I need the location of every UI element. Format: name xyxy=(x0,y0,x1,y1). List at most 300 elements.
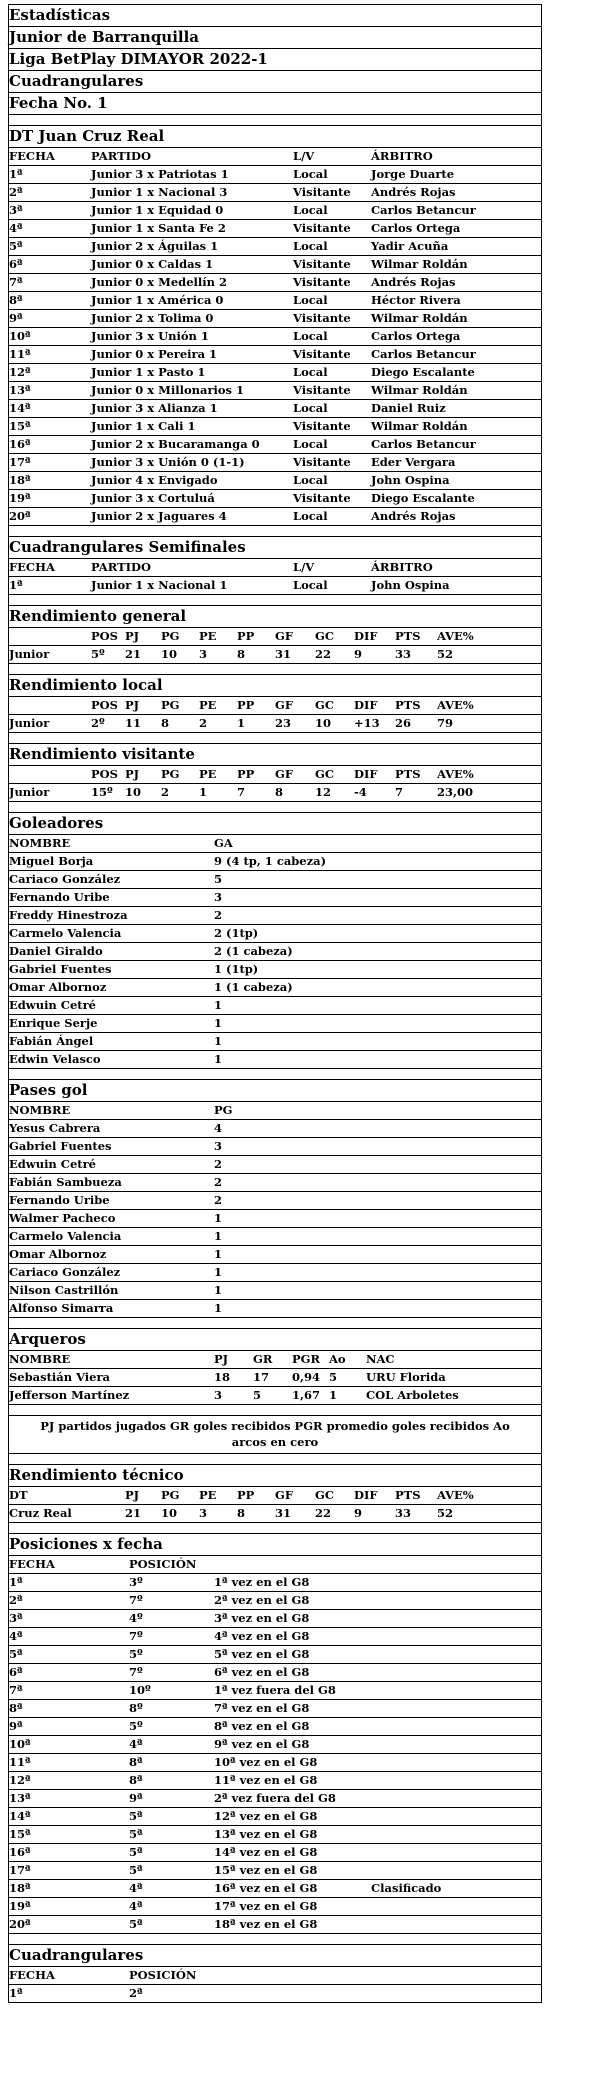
keepers-title xyxy=(9,1328,541,1350)
keeper-column-header: NAC xyxy=(366,1352,395,1366)
semis-match-column-header: FECHA xyxy=(9,560,55,574)
scorer-cell: 2 (1tp) xyxy=(214,926,259,940)
assist-cell: 1 xyxy=(214,1283,223,1297)
spacer-row xyxy=(9,1933,541,1944)
quad-title-text: Cuadrangulares xyxy=(9,1946,144,1964)
assist-row xyxy=(9,1209,541,1227)
match-cell: Carlos Betancur xyxy=(371,203,476,217)
perf-visit-header-row xyxy=(9,765,541,783)
match-cell: 12ª xyxy=(9,365,31,379)
match-cell: John Ospina xyxy=(371,473,450,487)
position-cell: 9ª xyxy=(129,1791,143,1805)
position-cell: 12ª vez en el G8 xyxy=(214,1809,318,1823)
position-row xyxy=(9,1807,541,1825)
position-cell: 10ª xyxy=(9,1737,31,1751)
spacer-row xyxy=(9,801,541,812)
scorer-cell: 9 (4 tp, 1 cabeza) xyxy=(214,854,327,868)
assist-row xyxy=(9,1173,541,1191)
match-cell: Andrés Rojas xyxy=(371,509,456,523)
position-cell: 5º xyxy=(129,1647,143,1661)
position-column-header: FECHA xyxy=(9,1557,55,1571)
semis-match-cell: 1ª xyxy=(9,578,23,592)
match-cell: Junior 0 x Millonarios 1 xyxy=(91,383,245,397)
assist-row xyxy=(9,1155,541,1173)
match-cell: 14ª xyxy=(9,401,31,415)
position-cell: 6ª vez en el G8 xyxy=(214,1665,310,1679)
match-row xyxy=(9,489,541,507)
coach-cell: 21 xyxy=(125,1506,142,1520)
spacer-row xyxy=(9,1453,541,1464)
position-row xyxy=(9,1897,541,1915)
position-cell: 11ª vez en el G8 xyxy=(214,1773,318,1787)
perf-general-cell: Junior xyxy=(9,647,50,661)
scorer-cell: Carmelo Valencia xyxy=(9,926,122,940)
coach-column-header: GF xyxy=(275,1488,293,1502)
position-cell: 14ª vez en el G8 xyxy=(214,1845,318,1859)
match-header-row xyxy=(9,147,541,165)
keepers-legend: PJ partidos jugados GR goles recibidos PGR promedio goles recibidos Ao arcos en cero xyxy=(9,1415,541,1453)
match-cell: 4ª xyxy=(9,221,23,235)
header-line-text: Cuadrangulares xyxy=(9,72,144,90)
perf-visit-column-header: AVE% xyxy=(437,767,474,781)
scorer-cell: 3 xyxy=(214,890,223,904)
semis-title-text: Cuadrangulares Semifinales xyxy=(9,538,246,556)
match-row xyxy=(9,291,541,309)
scorer-cell: Cariaco González xyxy=(9,872,121,886)
assist-cell: Walmer Pacheco xyxy=(9,1211,116,1225)
perf-visit-cell: 7 xyxy=(395,785,404,799)
position-column-header: POSICIÓN xyxy=(129,1557,197,1571)
match-cell: Wilmar Roldán xyxy=(371,311,468,325)
perf-general-column-header: POS xyxy=(91,629,118,643)
scorer-row xyxy=(9,870,541,888)
scorer-column-header: GA xyxy=(214,836,233,850)
scorer-column-header: NOMBRE xyxy=(9,836,71,850)
perf-general-column-header: GF xyxy=(275,629,293,643)
keeper-cell: Jefferson Martínez xyxy=(9,1388,130,1402)
perf-local-column-header: PG xyxy=(161,698,180,712)
scorer-cell: Fabián Ángel xyxy=(9,1034,94,1048)
position-cell: 3º xyxy=(129,1575,143,1589)
position-row xyxy=(9,1843,541,1861)
match-cell: Junior 2 x Bucaramanga 0 xyxy=(91,437,260,451)
match-cell: Junior 3 x Patriotas 1 xyxy=(91,167,229,181)
keeper-column-header: GR xyxy=(253,1352,273,1366)
coach-column-header: PE xyxy=(199,1488,217,1502)
match-cell: 17ª xyxy=(9,455,31,469)
position-cell: 1ª vez en el G8 xyxy=(214,1575,310,1589)
perf-general-row xyxy=(9,645,541,663)
coach-column-header: GC xyxy=(315,1488,334,1502)
spacer-row xyxy=(9,663,541,674)
perf-local-cell: 23 xyxy=(275,716,292,730)
perf-visit-column-header: POS xyxy=(91,767,118,781)
match-row xyxy=(9,381,541,399)
keeper-cell: 17 xyxy=(253,1370,270,1384)
position-cell: 7ª vez en el G8 xyxy=(214,1701,310,1715)
keeper-row xyxy=(9,1386,541,1404)
coach-cell: 31 xyxy=(275,1506,292,1520)
keeper-cell: 5 xyxy=(329,1370,338,1384)
match-cell: 16ª xyxy=(9,437,31,451)
coach-column-header: PJ xyxy=(125,1488,140,1502)
match-cell: Visitante xyxy=(293,311,351,325)
assist-column-header: PG xyxy=(214,1103,233,1117)
position-row xyxy=(9,1789,541,1807)
match-cell: Carlos Ortega xyxy=(371,329,461,343)
match-row xyxy=(9,417,541,435)
position-row xyxy=(9,1915,541,1933)
quad-cell: 1ª xyxy=(9,1986,23,2000)
position-cell: 16ª vez en el G8 xyxy=(214,1881,318,1895)
scorer-row xyxy=(9,852,541,870)
perf-visit-row xyxy=(9,783,541,801)
match-cell: Junior 0 x Pereira 1 xyxy=(91,347,218,361)
keeper-cell: 1,67 xyxy=(292,1388,321,1402)
keeper-cell: Sebastián Viera xyxy=(9,1370,111,1384)
scorer-row xyxy=(9,996,541,1014)
position-cell: 1ª xyxy=(9,1575,23,1589)
perf-local-cell: +13 xyxy=(354,716,380,730)
position-cell: 4ª xyxy=(129,1899,143,1913)
coach-cell: 33 xyxy=(395,1506,412,1520)
keeper-header-row xyxy=(9,1350,541,1368)
quad-cell: 2ª xyxy=(129,1986,143,2000)
position-row xyxy=(9,1825,541,1843)
match-cell: Junior 2 x Tolima 0 xyxy=(91,311,214,325)
header-line xyxy=(9,92,541,114)
match-row xyxy=(9,363,541,381)
perf-general-cell: 10 xyxy=(161,647,178,661)
quad-title xyxy=(9,1944,541,1966)
spacer-row xyxy=(9,1522,541,1533)
coach-column-header: PP xyxy=(237,1488,255,1502)
position-cell: 8º xyxy=(129,1701,143,1715)
match-cell: Andrés Rojas xyxy=(371,275,456,289)
perf-visit-title-text: Rendimiento visitante xyxy=(9,745,195,763)
position-cell: 4ª vez en el G8 xyxy=(214,1629,310,1643)
dt-title-text: DT Juan Cruz Real xyxy=(9,127,165,145)
assist-row xyxy=(9,1263,541,1281)
quad-row xyxy=(9,1984,541,2002)
assist-cell: Alfonso Simarra xyxy=(9,1301,114,1315)
scorer-cell: 2 (1 cabeza) xyxy=(214,944,293,958)
position-cell: 15ª vez en el G8 xyxy=(214,1863,318,1877)
perf-general-title xyxy=(9,605,541,627)
match-cell: Visitante xyxy=(293,383,351,397)
match-row xyxy=(9,327,541,345)
scorer-cell: 1 xyxy=(214,1016,223,1030)
perf-general-cell: 33 xyxy=(395,647,412,661)
scorer-cell: 1 (1 cabeza) xyxy=(214,980,293,994)
position-header-row xyxy=(9,1555,541,1573)
perf-visit-column-header: GF xyxy=(275,767,293,781)
scorer-row xyxy=(9,960,541,978)
assist-row xyxy=(9,1137,541,1155)
spacer-row xyxy=(9,594,541,605)
position-cell: 3ª xyxy=(9,1611,23,1625)
position-cell: 2ª vez fuera del G8 xyxy=(214,1791,336,1805)
match-row xyxy=(9,309,541,327)
match-cell: Local xyxy=(293,293,328,307)
perf-visit-cell: 1 xyxy=(199,785,208,799)
spacer-row xyxy=(9,525,541,536)
semis-title xyxy=(9,536,541,558)
scorer-row xyxy=(9,1050,541,1068)
match-row xyxy=(9,201,541,219)
coach-header-row xyxy=(9,1486,541,1504)
perf-general-column-header: GC xyxy=(315,629,334,643)
perf-local-column-header: GF xyxy=(275,698,293,712)
perf-general-cell: 52 xyxy=(437,647,454,661)
match-cell: 1ª xyxy=(9,167,23,181)
match-cell: Visitante xyxy=(293,185,351,199)
assist-header-row xyxy=(9,1101,541,1119)
position-cell: 19ª xyxy=(9,1899,31,1913)
coach-column-header: PTS xyxy=(395,1488,421,1502)
position-cell: 8ª vez en el G8 xyxy=(214,1719,310,1733)
position-cell: 3ª vez en el G8 xyxy=(214,1611,310,1625)
coach-row xyxy=(9,1504,541,1522)
header-line xyxy=(9,70,541,92)
perf-local-header-row xyxy=(9,696,541,714)
semis-match-cell: John Ospina xyxy=(371,578,450,592)
position-row xyxy=(9,1663,541,1681)
position-cell: 7ª xyxy=(9,1683,23,1697)
coach-column-header: PG xyxy=(161,1488,180,1502)
perf-local-column-header: PJ xyxy=(125,698,140,712)
assist-cell: Omar Albornoz xyxy=(9,1247,107,1261)
match-cell: Visitante xyxy=(293,221,351,235)
position-cell: 7º xyxy=(129,1629,143,1643)
assist-cell: 3 xyxy=(214,1139,223,1153)
perf-local-column-header: PP xyxy=(237,698,255,712)
match-cell: Diego Escalante xyxy=(371,365,475,379)
match-cell: 9ª xyxy=(9,311,23,325)
match-cell: 20ª xyxy=(9,509,31,523)
perf-visit-column-header: PP xyxy=(237,767,255,781)
position-cell: 2ª vez en el G8 xyxy=(214,1593,310,1607)
perf-visit-column-header: DIF xyxy=(354,767,378,781)
keeper-cell: 5 xyxy=(253,1388,262,1402)
position-cell: 18ª vez en el G8 xyxy=(214,1917,318,1931)
assist-cell: Gabriel Fuentes xyxy=(9,1139,112,1153)
perf-visit-cell: 23,00 xyxy=(437,785,474,799)
match-cell: Junior 3 x Unión 0 (1-1) xyxy=(91,455,245,469)
scorer-row xyxy=(9,1014,541,1032)
semis-match-cell: Local xyxy=(293,578,328,592)
perf-local-cell: 2 xyxy=(199,716,208,730)
position-cell: 18ª xyxy=(9,1881,31,1895)
match-cell: 18ª xyxy=(9,473,31,487)
spacer-row xyxy=(9,114,541,125)
match-cell: Junior 3 x Cortuluá xyxy=(91,491,215,505)
match-row xyxy=(9,237,541,255)
position-cell: 5ª xyxy=(129,1845,143,1859)
perf-general-title-text: Rendimiento general xyxy=(9,607,187,625)
assist-cell: Edwuin Cetré xyxy=(9,1157,96,1171)
header-line xyxy=(9,48,541,70)
perf-visit-column-header: PG xyxy=(161,767,180,781)
match-column-header: L/V xyxy=(293,149,315,163)
position-cell: 13ª vez en el G8 xyxy=(214,1827,318,1841)
match-cell: Daniel Ruiz xyxy=(371,401,446,415)
position-cell: 16ª xyxy=(9,1845,31,1859)
dt-title xyxy=(9,125,541,147)
perf-local-cell: 2º xyxy=(91,716,105,730)
coach-cell: 52 xyxy=(437,1506,454,1520)
match-row xyxy=(9,471,541,489)
perf-local-cell: 1 xyxy=(237,716,246,730)
coach-cell: 10 xyxy=(161,1506,178,1520)
position-row xyxy=(9,1591,541,1609)
assist-cell: 2 xyxy=(214,1157,223,1171)
perf-visit-cell: 2 xyxy=(161,785,170,799)
semis-match-column-header: L/V xyxy=(293,560,315,574)
match-cell: Jorge Duarte xyxy=(371,167,455,181)
perf-local-cell: 10 xyxy=(315,716,332,730)
scorer-cell: Gabriel Fuentes xyxy=(9,962,112,976)
match-cell: Junior 1 x Santa Fe 2 xyxy=(91,221,226,235)
position-cell: 5º xyxy=(129,1719,143,1733)
coach-title-text: Rendimiento técnico xyxy=(9,1466,184,1484)
scorer-cell: Edwin Velasco xyxy=(9,1052,101,1066)
match-cell: 8ª xyxy=(9,293,23,307)
position-cell: 5ª xyxy=(129,1827,143,1841)
match-cell: 5ª xyxy=(9,239,23,253)
keeper-cell: 3 xyxy=(214,1388,223,1402)
positions-title xyxy=(9,1533,541,1555)
match-cell: Junior 1 x Pasto 1 xyxy=(91,365,206,379)
perf-local-cell: Junior xyxy=(9,716,50,730)
match-cell: Junior 0 x Caldas 1 xyxy=(91,257,214,271)
position-row xyxy=(9,1861,541,1879)
match-column-header: ÁRBITRO xyxy=(371,149,433,163)
match-row xyxy=(9,255,541,273)
position-cell: 9ª xyxy=(9,1719,23,1733)
coach-cell: 8 xyxy=(237,1506,246,1520)
keeper-row xyxy=(9,1368,541,1386)
match-column-header: PARTIDO xyxy=(91,149,152,163)
perf-visit-column-header: PE xyxy=(199,767,217,781)
header-line-text: Estadísticas xyxy=(9,6,111,24)
position-cell: 4ª xyxy=(9,1629,23,1643)
match-cell: Junior 1 x Cali 1 xyxy=(91,419,196,433)
match-cell: Junior 1 x Nacional 3 xyxy=(91,185,228,199)
perf-general-column-header: PG xyxy=(161,629,180,643)
match-cell: Visitante xyxy=(293,455,351,469)
match-cell: Local xyxy=(293,329,328,343)
coach-cell: Cruz Real xyxy=(9,1506,72,1520)
coach-cell: 3 xyxy=(199,1506,208,1520)
position-cell: 7º xyxy=(129,1593,143,1607)
semis-match-cell: Junior 1 x Nacional 1 xyxy=(91,578,228,592)
position-cell: 5ª xyxy=(129,1863,143,1877)
perf-general-column-header: PTS xyxy=(395,629,421,643)
stats-sheet xyxy=(8,4,542,2003)
assists-title-text: Pases gol xyxy=(9,1081,88,1099)
keepers-title-text: Arqueros xyxy=(9,1330,86,1348)
position-cell: 20ª xyxy=(9,1917,31,1931)
perf-general-cell: 9 xyxy=(354,647,363,661)
coach-column-header: DIF xyxy=(354,1488,378,1502)
position-cell: 5ª xyxy=(9,1647,23,1661)
position-row xyxy=(9,1627,541,1645)
perf-local-column-header: PTS xyxy=(395,698,421,712)
keeper-column-header: Ao xyxy=(329,1352,346,1366)
position-row xyxy=(9,1681,541,1699)
match-row xyxy=(9,273,541,291)
scorer-cell: Miguel Borja xyxy=(9,854,94,868)
position-cell: 17ª vez en el G8 xyxy=(214,1899,318,1913)
position-cell: 8ª xyxy=(129,1773,143,1787)
position-cell: 11ª xyxy=(9,1755,31,1769)
assist-row xyxy=(9,1281,541,1299)
perf-local-column-header: DIF xyxy=(354,698,378,712)
perf-visit-cell: -4 xyxy=(354,785,367,799)
keeper-column-header: PGR xyxy=(292,1352,321,1366)
coach-column-header: DT xyxy=(9,1488,28,1502)
match-cell: 13ª xyxy=(9,383,31,397)
position-cell: 14ª xyxy=(9,1809,31,1823)
match-cell: Diego Escalante xyxy=(371,491,475,505)
spacer-row xyxy=(9,1317,541,1328)
match-cell: 3ª xyxy=(9,203,23,217)
match-cell: Andrés Rojas xyxy=(371,185,456,199)
perf-local-column-header: POS xyxy=(91,698,118,712)
perf-local-row xyxy=(9,714,541,732)
position-cell: 7º xyxy=(129,1665,143,1679)
perf-visit-cell: 12 xyxy=(315,785,332,799)
match-cell: Local xyxy=(293,401,328,415)
match-row xyxy=(9,219,541,237)
perf-visit-cell: 8 xyxy=(275,785,284,799)
perf-local-column-header: PE xyxy=(199,698,217,712)
spacer-row xyxy=(9,732,541,743)
match-cell: Local xyxy=(293,473,328,487)
position-cell: Clasificado xyxy=(371,1881,442,1895)
match-cell: Visitante xyxy=(293,257,351,271)
assist-cell: 1 xyxy=(214,1229,223,1243)
quad-column-header: FECHA xyxy=(9,1968,55,1982)
coach-cell: 9 xyxy=(354,1506,363,1520)
scorer-row xyxy=(9,1032,541,1050)
position-cell: 9ª vez en el G8 xyxy=(214,1737,310,1751)
match-cell: Eder Vergara xyxy=(371,455,456,469)
assist-cell: Fabián Sambueza xyxy=(9,1175,122,1189)
position-cell: 17ª xyxy=(9,1863,31,1877)
position-row xyxy=(9,1879,541,1897)
position-cell: 15ª xyxy=(9,1827,31,1841)
match-cell: Wilmar Roldán xyxy=(371,419,468,433)
match-row xyxy=(9,345,541,363)
position-row xyxy=(9,1699,541,1717)
scorers-title xyxy=(9,812,541,834)
keeper-cell: COL Arboletes xyxy=(366,1388,459,1402)
position-cell: 6ª xyxy=(9,1665,23,1679)
scorers-title-text: Goleadores xyxy=(9,814,104,832)
match-cell: Local xyxy=(293,437,328,451)
perf-general-cell: 22 xyxy=(315,647,332,661)
assist-cell: 2 xyxy=(214,1193,223,1207)
perf-general-cell: 3 xyxy=(199,647,208,661)
match-cell: Carlos Ortega xyxy=(371,221,461,235)
match-cell: Carlos Betancur xyxy=(371,347,476,361)
perf-local-title xyxy=(9,674,541,696)
position-row xyxy=(9,1609,541,1627)
coach-cell: 22 xyxy=(315,1506,332,1520)
scorer-cell: Omar Albornoz xyxy=(9,980,107,994)
